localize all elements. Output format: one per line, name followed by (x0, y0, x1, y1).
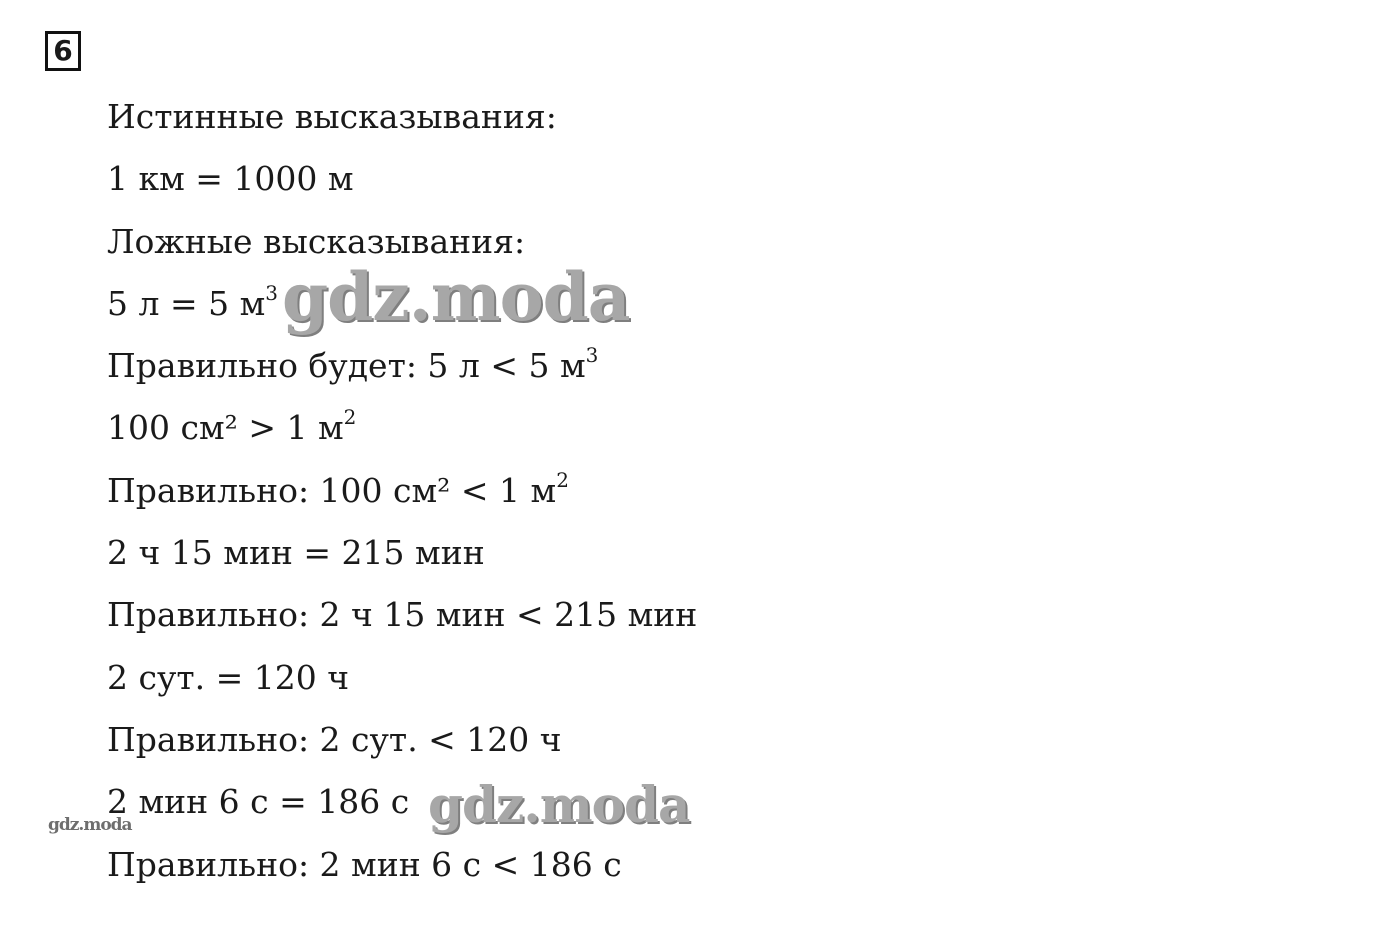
line-text: 2 ч 15 мин = 215 мин (107, 533, 485, 573)
solution-line (107, 218, 697, 280)
line-text: Правильно будет: 5 л < 5 м (107, 346, 586, 386)
solution-line (107, 93, 697, 155)
line-text: Истинные высказывания: (107, 97, 557, 136)
line-text: 5 л = 5 м (107, 283, 266, 323)
solution-line (107, 841, 697, 903)
task-number-badge (45, 31, 81, 71)
line-text: 1 км = 1000 м (107, 159, 354, 199)
line-text: Правильно: 2 сут. < 120 ч (107, 719, 562, 759)
line-text: Ложные высказывания: (107, 221, 526, 261)
line-superscript: 3 (585, 343, 599, 368)
line-superscript: 2 (556, 467, 569, 492)
line-superscript: 3 (265, 280, 278, 305)
line-text: 2 сут. = 120 ч (107, 657, 350, 697)
line-text: 2 мин 6 с = 186 с (107, 782, 410, 822)
solution-line (107, 467, 697, 529)
solution-line (107, 716, 697, 778)
solution-lines (107, 93, 697, 903)
task-number: 6 (53, 34, 73, 67)
solution-line (107, 404, 697, 466)
solution-line (107, 591, 697, 653)
watermark-medium: gdz.moda (428, 775, 690, 834)
line-text: Правильно: 100 см² < 1 м (107, 470, 557, 510)
line-text: 100 см² > 1 м (107, 408, 344, 448)
line-text: Правильно: 2 ч 15 мин < 215 мин (107, 595, 698, 635)
solution-line (107, 654, 697, 716)
line-superscript: 2 (343, 405, 357, 430)
line-text: Правильно: 2 мин 6 с < 186 с (107, 844, 622, 884)
watermark-large: gdz.moda (282, 258, 630, 336)
watermark-small: gdz.moda (48, 815, 132, 835)
solution-line (107, 342, 697, 404)
solution-line (107, 778, 697, 840)
solution-line (107, 529, 697, 591)
solution-line (107, 155, 697, 217)
solution-line (107, 280, 697, 342)
